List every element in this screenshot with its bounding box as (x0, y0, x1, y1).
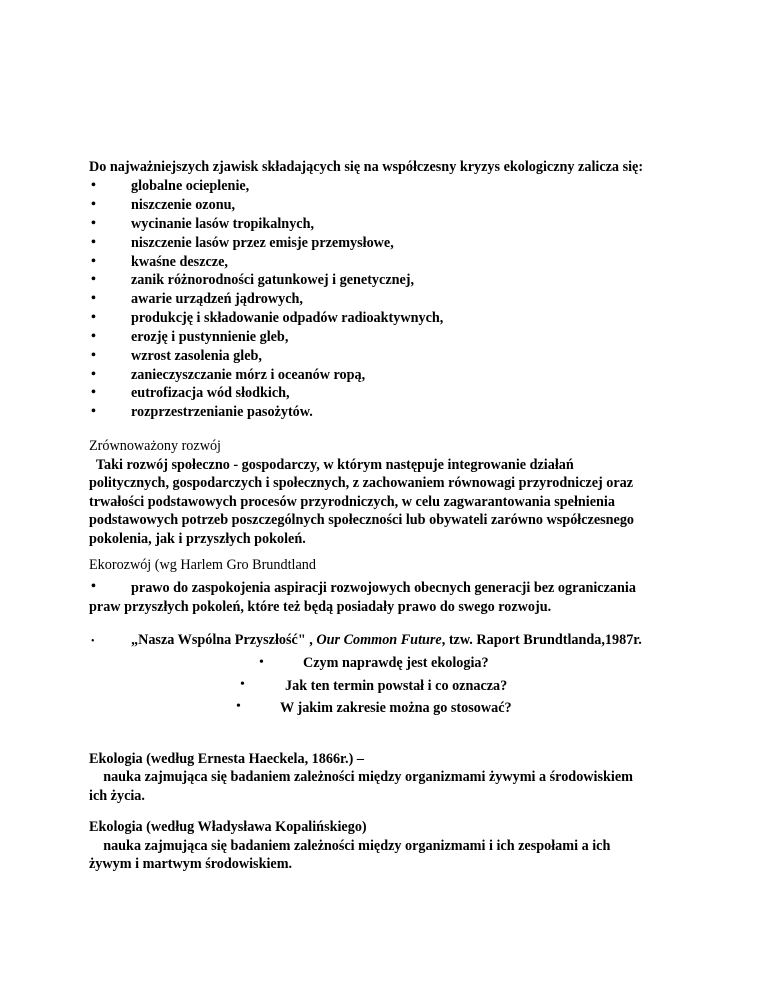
list-item: produkcję i składowanie odpadów radioaktywnych, (131, 310, 444, 326)
bullet-icon: • (91, 310, 96, 325)
ecodevelopment-item-cont: praw przyszłych pokoleń, które też będą posiadały prawo do swego rozwoju. (89, 599, 552, 615)
list-item: rozprzestrzenianie pasożytów. (131, 404, 313, 420)
haeckel-definition-cont: ich życia. (89, 788, 145, 804)
bullet-icon: • (259, 655, 264, 670)
list-item: wzrost zasolenia gleb, (131, 348, 262, 364)
bullet-icon: • (91, 579, 96, 594)
sustainable-line: trwałości podstawowych procesów przyrodniczych, w celu zagwarantowania spełnienia (89, 494, 615, 510)
question-item: W jakim zakresie można go stosować? (280, 700, 512, 716)
sustainable-heading: Zrównoważony rozwój (89, 438, 221, 454)
haeckel-heading: Ekologia (według Ernesta Haeckela, 1866r.) – (89, 751, 364, 767)
kopalinski-definition: nauka zajmująca się badaniem zależności między organizmami i ich zespołami a ich (89, 838, 611, 854)
bullet-icon: • (240, 677, 245, 692)
list-item: niszczenie ozonu, (131, 197, 236, 213)
sustainable-line: podstawowych potrzeb poszczególnych społeczności lub obywateli zarówno współczesnego (89, 512, 635, 528)
haeckel-definition: nauka zajmująca się badaniem zależności między organizmami żywymi a środowiskiem (89, 769, 633, 785)
list-item: erozję i pustynnienie gleb, (131, 329, 289, 345)
sustainable-line: Taki rozwój społeczno - gospodarczy, w którym następuje integrowanie działań (89, 457, 574, 473)
sustainable-line: pokolenia, jak i przyszłych pokoleń. (89, 531, 306, 547)
bullet-icon: • (236, 699, 241, 714)
bullet-icon: • (91, 404, 96, 419)
bullet-icon: • (91, 367, 96, 382)
question-item: Czym naprawdę jest ekologia? (303, 655, 489, 671)
bullet-icon: • (91, 254, 96, 269)
bullet-icon: • (91, 272, 96, 287)
question-item: Jak ten termin powstał i co oznacza? (285, 678, 508, 694)
bullet-icon: • (91, 329, 96, 344)
list-item: eutrofizacja wód słodkich, (131, 385, 290, 401)
bullet-icon: • (91, 636, 95, 647)
bullet-icon: • (91, 291, 96, 306)
kopalinski-heading: Ekologia (według Władysława Kopalińskiego) (89, 819, 367, 835)
list-item: globalne ocieplenie, (131, 178, 250, 194)
kopalinski-definition-cont: żywym i martwym środowiskiem. (89, 856, 293, 872)
list-item: wycinanie lasów tropikalnych, (131, 216, 315, 232)
report-english-title: Our Common Future (316, 632, 442, 648)
report-suffix: , tzw. Raport Brundtlanda,1987r. (441, 632, 642, 648)
bullet-icon: • (91, 235, 96, 250)
list-item: zanieczyszczanie mórz i oceanów ropą, (131, 367, 366, 383)
list-item: zanik różnorodności gatunkowej i genetycznej, (131, 272, 415, 288)
bullet-icon: • (91, 385, 96, 400)
bullet-icon: • (91, 348, 96, 363)
list-item: niszczenie lasów przez emisje przemysłowe, (131, 235, 394, 251)
report-title: „Nasza Wspólna Przyszłość" , (131, 632, 317, 648)
bullet-icon: • (91, 216, 96, 231)
intro-text: Do najważniejszych zjawisk składających się na współczesny kryzys ekologiczny zalicza się: (89, 159, 644, 175)
ecodevelopment-item: prawo do zaspokojenia aspiracji rozwojowych obecnych generacji bez ograniczania (131, 580, 636, 596)
bullet-icon: • (91, 197, 96, 212)
bullet-icon: • (91, 178, 96, 193)
sustainable-line: politycznych, gospodarczych i społecznych, z zachowaniem równowagi przyrodniczej oraz (89, 475, 634, 491)
ecodevelopment-heading: Ekorozwój (wg Harlem Gro Brundtland (89, 557, 316, 573)
list-item: awarie urządzeń jądrowych, (131, 291, 303, 307)
list-item: kwaśne deszcze, (131, 254, 228, 270)
report-line (131, 631, 642, 650)
